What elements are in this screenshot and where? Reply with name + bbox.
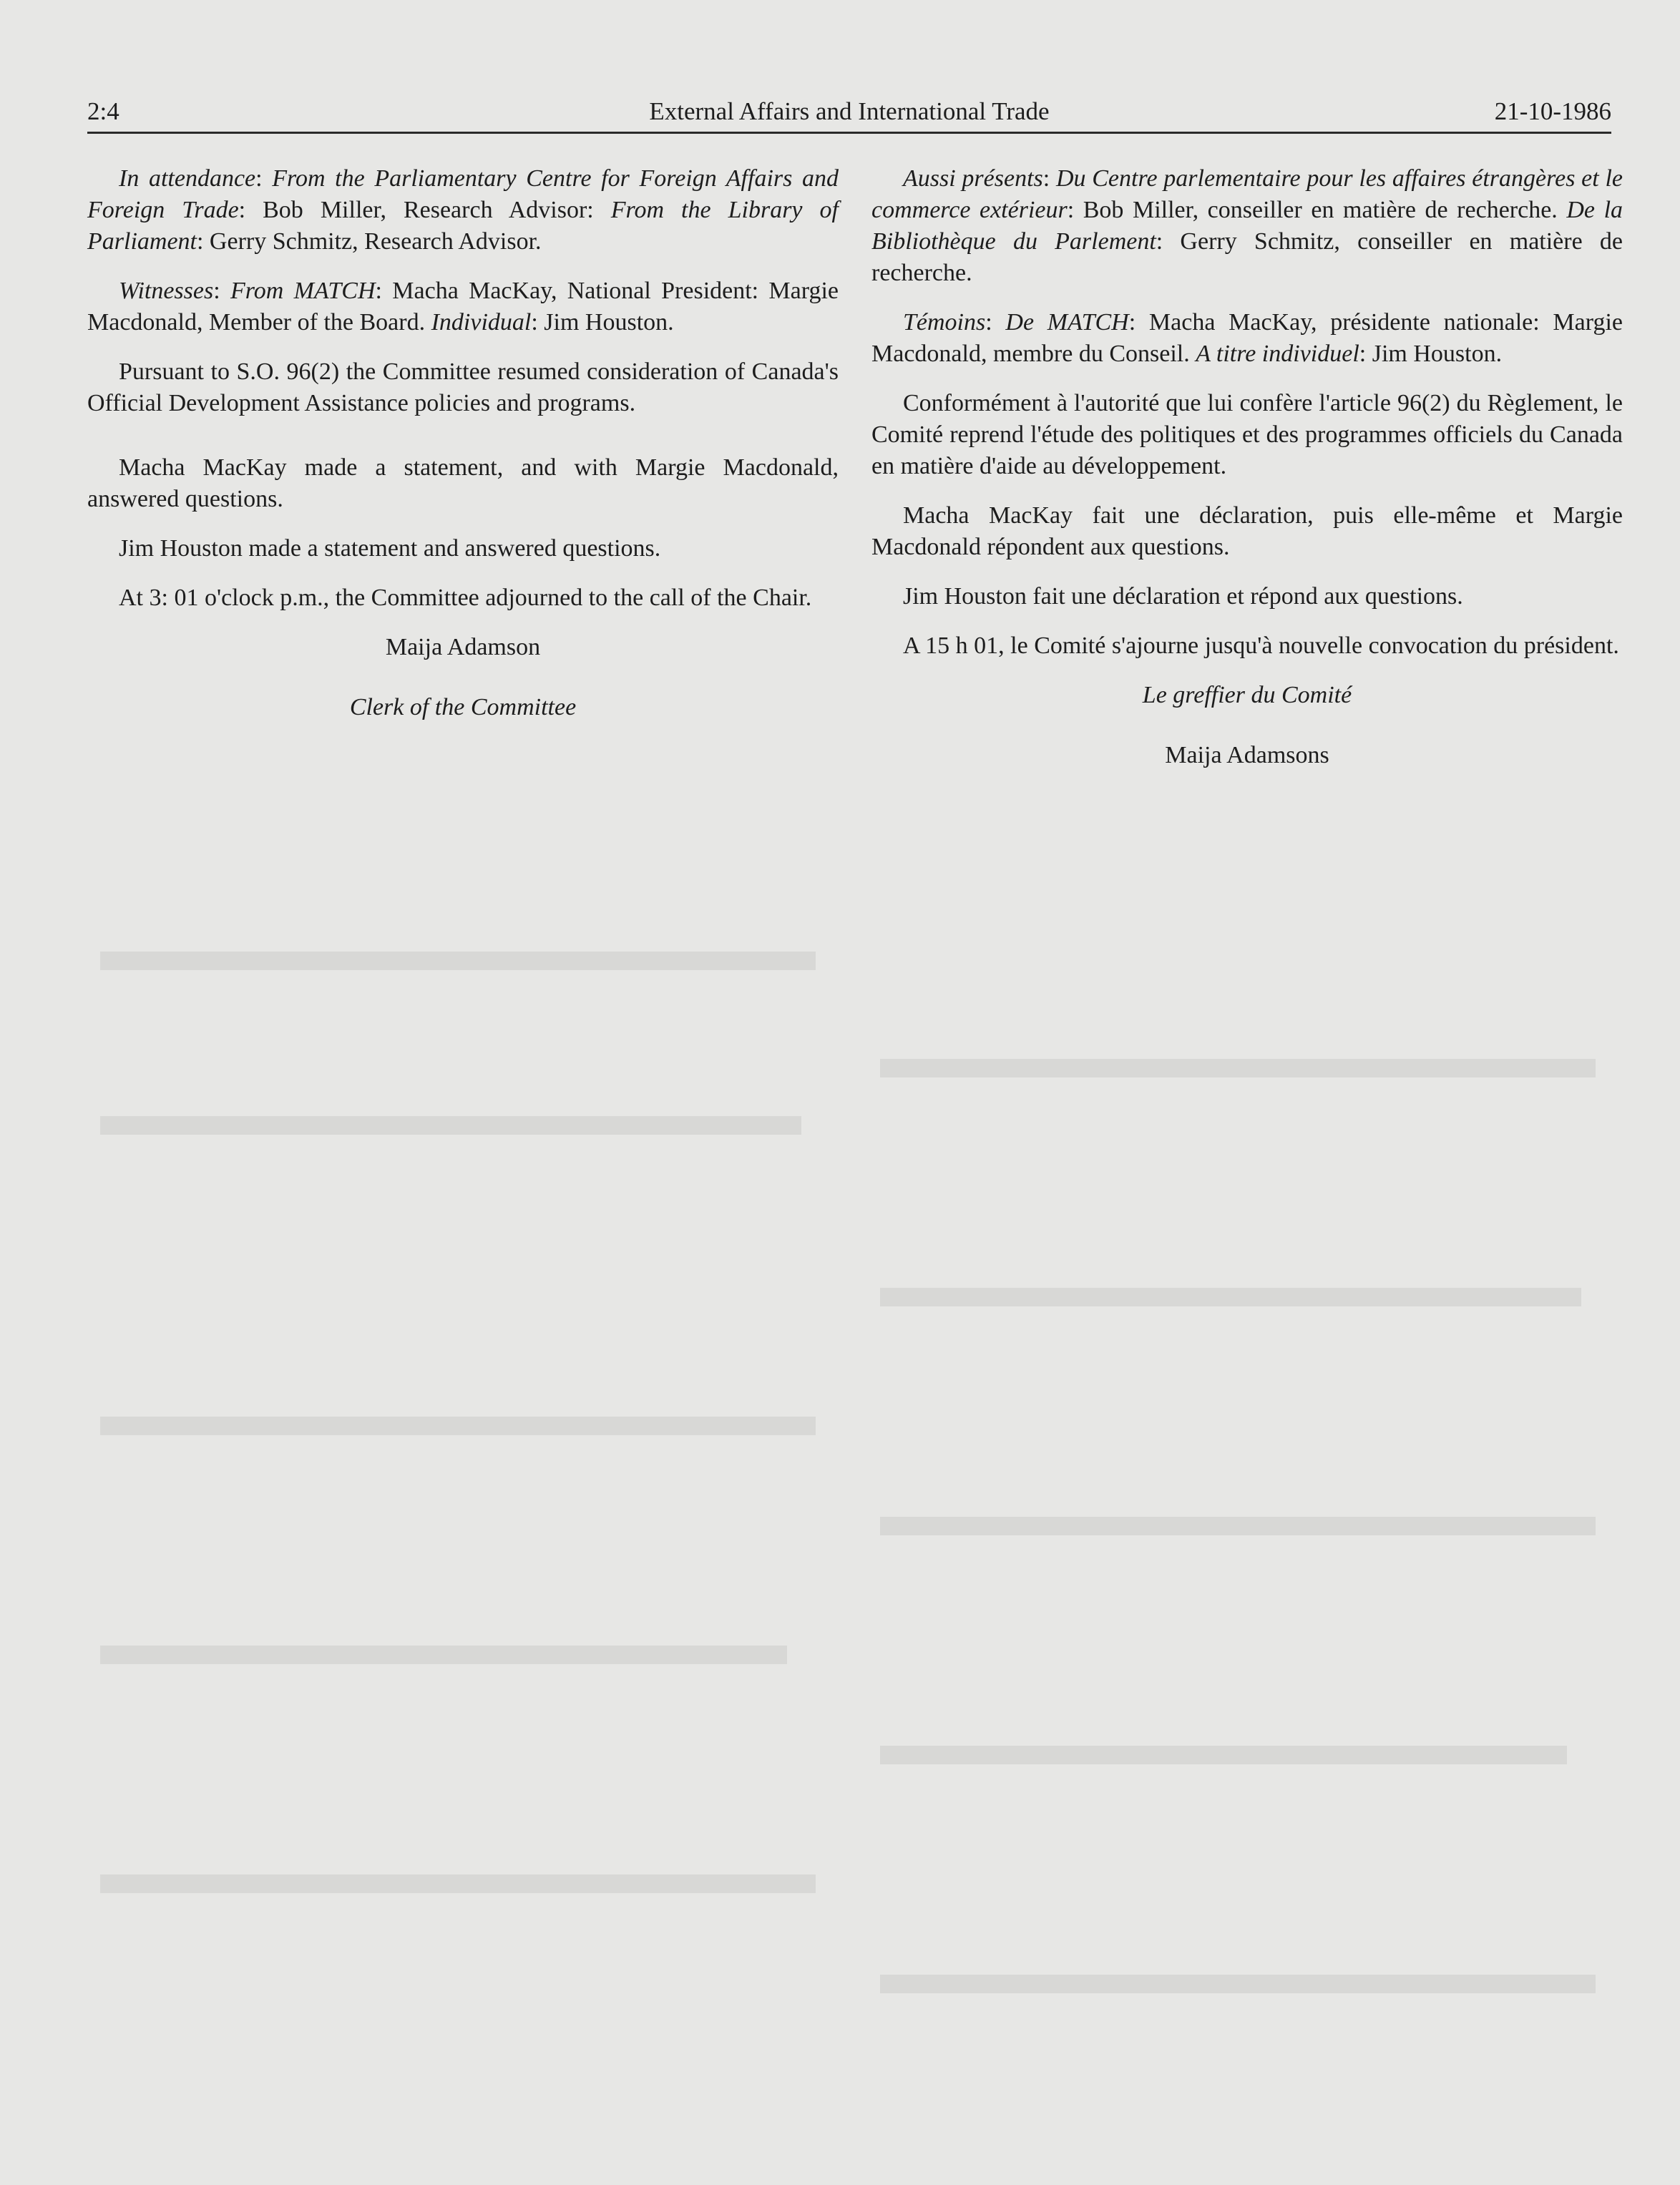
french-column — [871, 163, 1623, 789]
english-column — [87, 163, 839, 741]
header-date: 21-10-1986 — [1494, 97, 1611, 125]
clerk-name: Maija Adamsons — [1165, 742, 1329, 768]
bleed-through-mark — [100, 1646, 787, 1664]
publication-title: External Affairs and International Trade — [649, 97, 1050, 125]
witnesses-paragraph: Witnesses: From MATCH: Macha MacKay, National President: Margie Macdonald, Member of the Board. Individual: Jim Houston. — [87, 278, 839, 336]
clerk-title: Clerk of the Committee — [349, 694, 577, 720]
statement-paragraph: Jim Houston made a statement and answered questions. — [119, 535, 661, 562]
bleed-through-mark — [100, 952, 816, 970]
bleed-through-mark — [100, 1874, 816, 1893]
bleed-through-mark — [100, 1116, 801, 1135]
page-number: 2:4 — [87, 97, 119, 125]
attendance-paragraph: Aussi présents: Du Centre parlementaire pour les affaires étrangères et le commerce extérieur: Bob Miller, conseiller en matière de recherche. De la Bibliothèque du Parlement: Gerry Schmitz, conseiller en matière de recherche. — [871, 165, 1623, 286]
adjournment-paragraph: A 15 h 01, le Comité s'ajourne jusqu'à nouvelle convocation du président. — [903, 632, 1619, 659]
bleed-through-mark — [880, 1288, 1581, 1306]
statement-paragraph: Macha MacKay fait une déclaration, puis elle-même et Margie Macdonald répondent aux questions. — [871, 502, 1623, 560]
bleed-through-mark — [880, 1746, 1567, 1764]
bleed-through-mark — [100, 1417, 816, 1435]
resumption-paragraph: Conformément à l'autorité que lui confère l'article 96(2) du Règlement, le Comité reprend l'étude des politiques et des programmes officiels du Canada en matière d'aide au développement. — [871, 390, 1623, 479]
running-header — [87, 89, 1611, 134]
clerk-name: Maija Adamson — [385, 634, 541, 660]
bleed-through-mark — [880, 1975, 1596, 1993]
witnesses-paragraph: Témoins: De MATCH: Macha MacKay, présidente nationale: Margie Macdonald, membre du Conseil. A titre individuel: Jim Houston. — [871, 309, 1623, 367]
bleed-through-mark — [880, 1517, 1596, 1535]
adjournment-paragraph: At 3: 01 o'clock p.m., the Committee adjourned to the call of the Chair. — [119, 585, 812, 611]
statement-paragraph: Jim Houston fait une déclaration et répond aux questions. — [903, 583, 1463, 610]
clerk-title: Le greffier du Comité — [1142, 682, 1352, 708]
attendance-paragraph: In attendance: From the Parliamentary Centre for Foreign Affairs and Foreign Trade: Bob Miller, Research Advisor: From the Library of Parliament: Gerry Schmitz, Research Advisor. — [87, 165, 839, 255]
statement-paragraph: Macha MacKay made a statement, and with Margie Macdonald, answered questions. — [87, 454, 839, 512]
resumption-paragraph: Pursuant to S.O. 96(2) the Committee resumed consideration of Canada's Official Development Assistance policies and programs. — [87, 358, 839, 416]
bleed-through-mark — [880, 1059, 1596, 1077]
